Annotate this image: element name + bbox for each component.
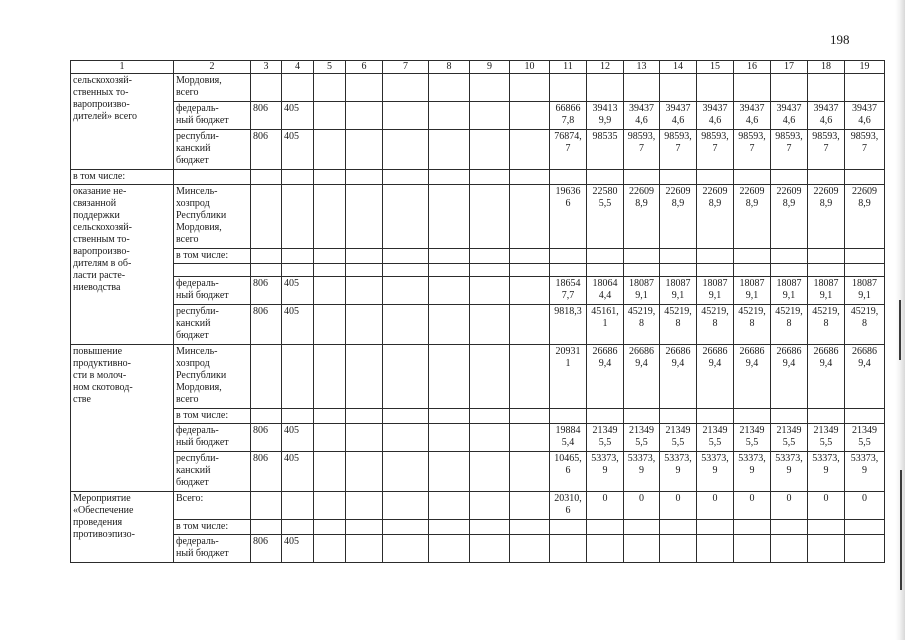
- value-cell: 53373, 9: [587, 452, 624, 492]
- value-cell: 98593, 7: [697, 130, 734, 170]
- value-cell: 0: [845, 492, 885, 520]
- value-cell: 39437 4,6: [808, 102, 845, 130]
- table-row: [71, 249, 885, 264]
- measure-name: Мероприятие «Обеспечение проведения противоэпизо-: [71, 492, 174, 563]
- code-cell: 405: [282, 424, 314, 452]
- table-row: [71, 535, 885, 563]
- col-header: 5: [314, 61, 346, 74]
- value-cell: 19884 5,4: [550, 424, 587, 452]
- code-cell: 806: [251, 424, 282, 452]
- value-cell: 53373, 9: [624, 452, 660, 492]
- value-cell: 21349 5,5: [587, 424, 624, 452]
- value-cell: 22609 8,9: [697, 185, 734, 249]
- value-cell: 18087 9,1: [624, 277, 660, 305]
- table-row: [71, 102, 885, 130]
- value-cell: 98593, 7: [771, 130, 808, 170]
- value-cell: 39437 4,6: [845, 102, 885, 130]
- source-label: Всего:: [174, 492, 251, 520]
- code-cell: 806: [251, 277, 282, 305]
- value-cell: 26686 9,4: [808, 345, 845, 409]
- value-cell: 0: [587, 492, 624, 520]
- value-cell: 66866 7,8: [550, 102, 587, 130]
- value-cell: 19636 6: [550, 185, 587, 249]
- source-label: федераль- ный бюджет: [174, 277, 251, 305]
- value-cell: 39437 4,6: [697, 102, 734, 130]
- value-cell: 0: [697, 492, 734, 520]
- source-label: Минсель- хозпрод Республики Мордовия, всего: [174, 345, 251, 409]
- value-cell: 18064 4,4: [587, 277, 624, 305]
- table-row: [71, 520, 885, 535]
- col-header: 1: [71, 61, 174, 74]
- value-cell: 21349 5,5: [734, 424, 771, 452]
- value-cell: 98593, 7: [845, 130, 885, 170]
- value-cell: 39437 4,6: [771, 102, 808, 130]
- source-label: республи- канский бюджет: [174, 130, 251, 170]
- value-cell: 26686 9,4: [771, 345, 808, 409]
- value-cell: 22609 8,9: [845, 185, 885, 249]
- source-label: республи- канский бюджет: [174, 452, 251, 492]
- value-cell: 53373, 9: [808, 452, 845, 492]
- code-cell: 405: [282, 535, 314, 563]
- col-header: 13: [624, 61, 660, 74]
- source-label: в том числе:: [174, 520, 251, 535]
- col-header: 8: [429, 61, 470, 74]
- page-number: 198: [830, 32, 850, 47]
- value-cell: 98593, 7: [660, 130, 697, 170]
- table-row: [71, 277, 885, 305]
- table-row: [71, 345, 885, 409]
- table-row: [71, 492, 885, 520]
- value-cell: 26686 9,4: [845, 345, 885, 409]
- value-cell: 0: [734, 492, 771, 520]
- source-label: Мордовия, всего: [174, 74, 251, 102]
- budget-table: [70, 60, 885, 563]
- value-cell: 98593, 7: [734, 130, 771, 170]
- source-label: Минсель- хозпрод Республики Мордовия, всего: [174, 185, 251, 249]
- value-cell: 22609 8,9: [808, 185, 845, 249]
- value-cell: 20310, 6: [550, 492, 587, 520]
- value-cell: 21349 5,5: [771, 424, 808, 452]
- value-cell: 39437 4,6: [624, 102, 660, 130]
- value-cell: 21349 5,5: [697, 424, 734, 452]
- source-label: федераль- ный бюджет: [174, 102, 251, 130]
- col-header: 3: [251, 61, 282, 74]
- value-cell: 26686 9,4: [624, 345, 660, 409]
- value-cell: 45219, 8: [697, 305, 734, 345]
- col-header: 16: [734, 61, 771, 74]
- value-cell: 10465, 6: [550, 452, 587, 492]
- header-row: [71, 61, 885, 74]
- value-cell: 18087 9,1: [845, 277, 885, 305]
- measure-name: сельскохозяй- ственных то- варопроизво- дителей» всего: [71, 74, 174, 170]
- value-cell: 76874, 7: [550, 130, 587, 170]
- value-cell: 45219, 8: [771, 305, 808, 345]
- value-cell: 45219, 8: [624, 305, 660, 345]
- value-cell: 45219, 8: [660, 305, 697, 345]
- code-cell: 405: [282, 452, 314, 492]
- value-cell: 21349 5,5: [660, 424, 697, 452]
- source-label: федераль- ный бюджет: [174, 424, 251, 452]
- value-cell: 26686 9,4: [660, 345, 697, 409]
- col-header: 6: [346, 61, 383, 74]
- table-row: [71, 74, 885, 102]
- value-cell: 18087 9,1: [660, 277, 697, 305]
- col-header: 14: [660, 61, 697, 74]
- value-cell: 18654 7,7: [550, 277, 587, 305]
- value-cell: 53373, 9: [734, 452, 771, 492]
- col-header: 10: [510, 61, 550, 74]
- col-header: 4: [282, 61, 314, 74]
- source-label: республи- канский бюджет: [174, 305, 251, 345]
- col-header: 19: [845, 61, 885, 74]
- value-cell: 21349 5,5: [624, 424, 660, 452]
- code-cell: 405: [282, 305, 314, 345]
- col-header: 9: [470, 61, 510, 74]
- source-label: в том числе:: [174, 409, 251, 424]
- value-cell: 98593, 7: [808, 130, 845, 170]
- table-row: [71, 264, 885, 277]
- value-cell: 98535: [587, 130, 624, 170]
- table-row: [71, 424, 885, 452]
- value-cell: 39437 4,6: [660, 102, 697, 130]
- code-cell: 405: [282, 102, 314, 130]
- col-header: 15: [697, 61, 734, 74]
- value-cell: 18087 9,1: [734, 277, 771, 305]
- value-cell: 53373, 9: [771, 452, 808, 492]
- value-cell: 0: [624, 492, 660, 520]
- code-cell: 806: [251, 452, 282, 492]
- value-cell: 0: [808, 492, 845, 520]
- table-row: [71, 185, 885, 249]
- value-cell: 0: [771, 492, 808, 520]
- code-cell: 806: [251, 130, 282, 170]
- col-header: 11: [550, 61, 587, 74]
- value-cell: 9818,3: [550, 305, 587, 345]
- value-cell: 45219, 8: [808, 305, 845, 345]
- value-cell: 22609 8,9: [660, 185, 697, 249]
- scan-artifact: [900, 470, 902, 590]
- value-cell: 26686 9,4: [734, 345, 771, 409]
- value-cell: 39413 9,9: [587, 102, 624, 130]
- measure-name: оказание не- связанной поддержки сельскохозяй- ственным то- варопроизво- дителям в об- ласти расте- ниеводства: [71, 185, 174, 345]
- table-row: [71, 305, 885, 345]
- source-label: в том числе:: [174, 249, 251, 264]
- table-row: [71, 170, 885, 185]
- value-cell: 26686 9,4: [697, 345, 734, 409]
- value-cell: 53373, 9: [697, 452, 734, 492]
- including-label: в том числе:: [71, 170, 174, 185]
- table-row: [71, 452, 885, 492]
- source-label: федераль- ный бюджет: [174, 535, 251, 563]
- value-cell: 45161, 1: [587, 305, 624, 345]
- value-cell: 39437 4,6: [734, 102, 771, 130]
- value-cell: 45219, 8: [734, 305, 771, 345]
- scan-artifact: [899, 300, 901, 360]
- code-cell: 806: [251, 305, 282, 345]
- value-cell: 22609 8,9: [771, 185, 808, 249]
- code-cell: 806: [251, 535, 282, 563]
- value-cell: 18087 9,1: [771, 277, 808, 305]
- value-cell: 18087 9,1: [808, 277, 845, 305]
- table-row: [71, 409, 885, 424]
- value-cell: 45219, 8: [845, 305, 885, 345]
- col-header: 12: [587, 61, 624, 74]
- measure-name: повышение продуктивно- сти в молоч- ном скотовод- стве: [71, 345, 174, 492]
- value-cell: 26686 9,4: [587, 345, 624, 409]
- code-cell: 405: [282, 277, 314, 305]
- value-cell: 0: [660, 492, 697, 520]
- value-cell: 98593, 7: [624, 130, 660, 170]
- col-header: 18: [808, 61, 845, 74]
- value-cell: 21349 5,5: [845, 424, 885, 452]
- code-cell: 806: [251, 102, 282, 130]
- col-header: 2: [174, 61, 251, 74]
- value-cell: 20931 1: [550, 345, 587, 409]
- code-cell: 405: [282, 130, 314, 170]
- table-row: [71, 130, 885, 170]
- col-header: 7: [383, 61, 429, 74]
- value-cell: 22609 8,9: [624, 185, 660, 249]
- value-cell: 18087 9,1: [697, 277, 734, 305]
- value-cell: 21349 5,5: [808, 424, 845, 452]
- col-header: 17: [771, 61, 808, 74]
- value-cell: 22609 8,9: [734, 185, 771, 249]
- value-cell: 22580 5,5: [587, 185, 624, 249]
- value-cell: 53373, 9: [845, 452, 885, 492]
- value-cell: 53373, 9: [660, 452, 697, 492]
